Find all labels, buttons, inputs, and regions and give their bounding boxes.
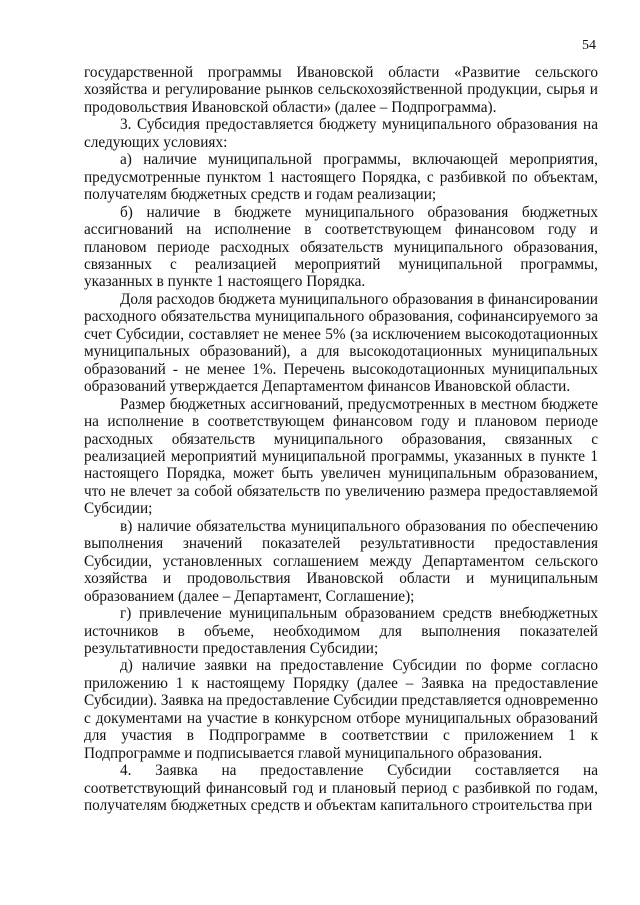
page-number: 54 (582, 38, 596, 53)
paragraph-cofinancing-share: Доля расходов бюджета муниципального образования в финансировании расходного обязательства муниципального образования, софинансируемого за счет Субсидии, составляет не менее 5% (за исключением высокодотационных муниципальных образований), а для высокодотационных муниципальных образований - не менее 1%. Перечень высокодотационных муниципальных образований утверждается Департаментом финансов Ивановской области. (84, 290, 598, 396)
paragraph-condition-v: в) наличие обязательства муниципального образования по обеспечению выполнения значений показателей результативности предоставления Субсидии, установленных соглашением между Департаментом сельского хозяйства и продовольствия Ивановской области и муниципальным образованием (далее – Департамент, Соглашение); (84, 517, 598, 605)
paragraph-allocation-size: Размер бюджетных ассигнований, предусмотренных в местном бюджете на исполнение в соответствующем финансовом году и плановом периоде расходных обязательств муниципального образования, связанных с реализацией мероприятий муниципальной программы, указанных в пункте 1 настоящего Порядка, может быть увеличен муниципальным образованием, что не влечет за собой обязательств по увеличению размера предоставляемой Субсидии; (84, 395, 598, 518)
paragraph-condition-a: а) наличие муниципальной программы, включающей мероприятия, предусмотренные пунктом 1 настоящего Порядка, с разбивкой по объектам, получателям бюджетных средств и годам реализации; (84, 151, 598, 204)
paragraph-condition-g: г) привлечение муниципальным образованием средств внебюджетных источников в объеме, необходимом для выполнения показателей результативности предоставления Субсидии; (84, 605, 598, 657)
document-body (84, 64, 598, 814)
paragraph-condition-b: б) наличие в бюджете муниципального образования бюджетных ассигнований на исполнение в соответствующем финансовом году и плановом периоде расходных обязательств муниципального образования, связанных с реализацией мероприятий муниципальной программы, указанных в пункте 1 настоящего Порядка. (84, 203, 598, 291)
paragraph-condition-d: д) наличие заявки на предоставление Субсидии по форме согласно приложению 1 к настоящему Порядку (далее – Заявка на предоставление Субсидии). Заявка на предоставление Субсидии представляется одновременно с документами на участие в конкурсном отборе муниципальных образований для участия в Подпрограмме в соответствии с приложением 1 к Подпрограмме и подписывается главой муниципального образования. (84, 657, 599, 762)
paragraph-item-4: 4. Заявка на предоставление Субсидии составляется на соответствующий финансовый год и плановый период с разбивкой по годам, получателям бюджетных средств и объектам капитального строительства при (84, 762, 598, 815)
paragraph-item-3: 3. Субсидия предоставляется бюджету муниципального образования на следующих условиях: (84, 116, 598, 151)
paragraph-continuation: государственной программы Ивановской области «Развитие сельского хозяйства и регулирование рынков сельскохозяйственной продукции, сырья и продовольствия Ивановской области» (далее – Подпрограмма). (84, 64, 598, 116)
